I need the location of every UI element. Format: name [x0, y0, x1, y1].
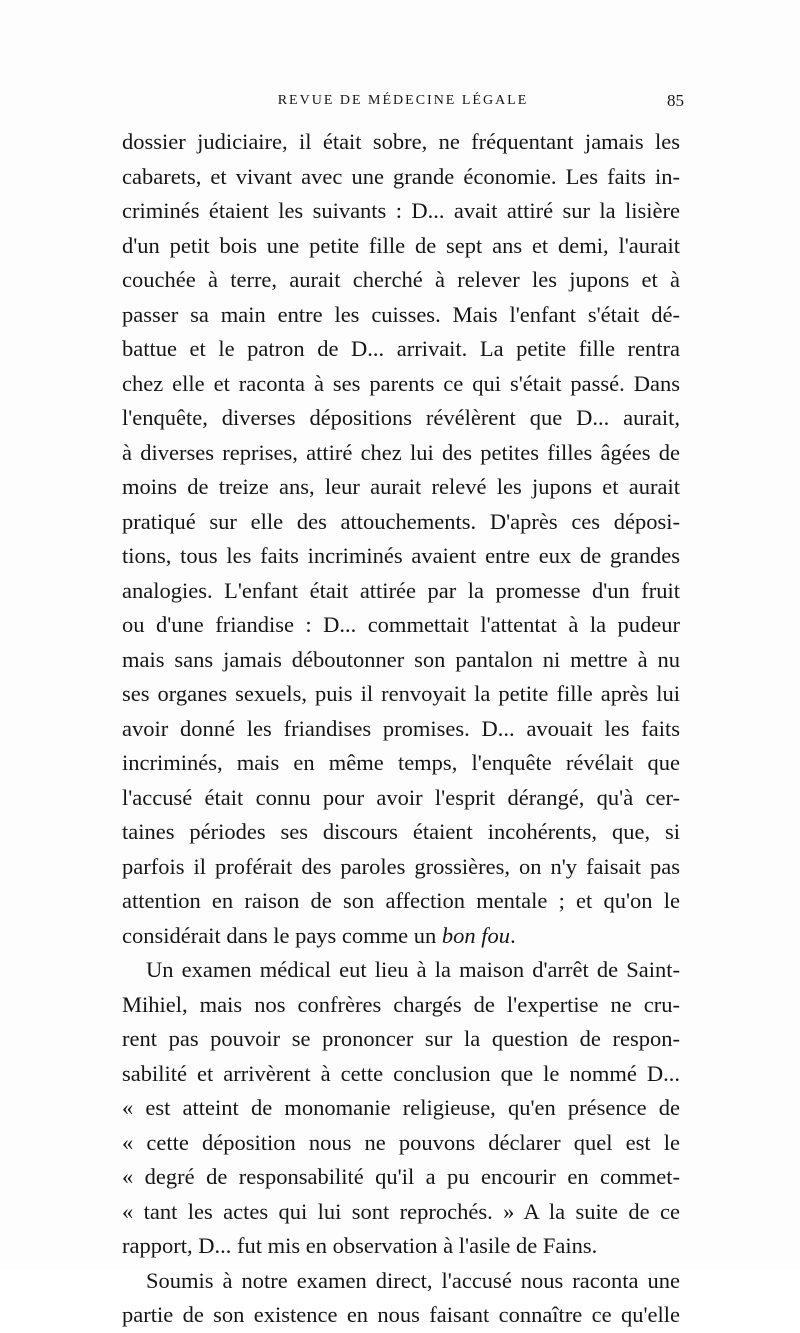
text-line: criminés étaient les suivants : D... avait attiré sur la lisière — [122, 198, 680, 223]
text-line: mais sans jamais déboutonner son pantalon ni mettre à nu — [122, 646, 680, 672]
paragraph-end-line: rapport, D... fut mis en observation à l'asile de Fains. — [122, 1233, 598, 1258]
text-line: à diverses reprises, attiré chez lui des petites filles âgées de — [122, 439, 680, 465]
paragraph-start-line: Soumis à notre examen direct, l'accusé nous raconta une — [146, 1267, 680, 1293]
text-line: pratiqué sur elle des attouchements. D'après ces déposi- — [122, 508, 680, 534]
text-line: « tant les actes qui lui sont reprochés. » A la suite de ce — [122, 1198, 680, 1224]
text-line: passer sa main entre les cuisses. Mais l'enfant s'était dé- — [122, 301, 680, 327]
text-line: battue et le patron de D... arrivait. La petite fille rentra — [122, 336, 680, 361]
text-line: chez elle et raconta à ses parents ce qui s'était passé. Dans — [122, 370, 680, 396]
text-line: « cette déposition nous ne pouvons déclarer quel est le — [122, 1129, 680, 1155]
text-line: ou d'une friandise : D... commettait l'attentat à la pudeur — [122, 612, 680, 637]
text-line: couchée à terre, aurait cherché à relever les jupons et à — [122, 267, 680, 292]
text-line: taines périodes ses discours étaient incohérents, que, si — [122, 819, 680, 844]
text-line: l'accusé était connu pour avoir l'esprit dérangé, qu'à cer- — [122, 784, 680, 810]
page-number: 85 — [667, 91, 684, 110]
text-line: l'enquête, diverses dépositions révélèrent que D... aurait, — [122, 405, 680, 430]
text-line: cabarets, et vivant avec une grande économie. Les faits in- — [122, 163, 680, 189]
running-head — [122, 93, 684, 115]
paragraph-start-line: Un examen médical eut lieu à la maison d'arrêt de Saint- — [146, 957, 680, 982]
text-line: attention en raison de son affection mentale ; et qu'on le — [122, 888, 680, 913]
text-line: dossier judiciaire, il était sobre, ne fréquentant jamais les — [122, 129, 680, 154]
text-line: d'un petit bois une petite fille de sept ans et demi, l'aurait — [122, 232, 680, 258]
text-fragment: considérait dans le pays comme un — [122, 922, 442, 948]
text-line: Mihiel, mais nos confrères chargés de l'expertise ne cru- — [122, 991, 680, 1017]
text-line: moins de treize ans, leur aurait relevé les jupons et aurait — [122, 474, 680, 499]
text-line: rent pas pouvoir se prononcer sur la question de respon- — [122, 1026, 680, 1051]
paragraph-end-line — [122, 919, 680, 954]
text-line: tions, tous les faits incriminés avaient entre eux de grandes — [122, 543, 680, 568]
text-line: « est atteint de monomanie religieuse, qu'en présence de — [122, 1095, 680, 1120]
text-line: avoir donné les friandises promises. D... avouait les faits — [122, 715, 680, 741]
text-line: « degré de responsabilité qu'il a pu encourir en commet- — [122, 1164, 680, 1189]
italic-phrase: bon fou — [441, 922, 511, 948]
body-text — [122, 125, 680, 1333]
text-line: analogies. L'enfant était attirée par la promesse d'un fruit — [122, 577, 680, 603]
running-title: REVUE DE MÉDECINE LÉGALE — [277, 93, 529, 108]
text-line: sabilité et arrivèrent à cette conclusion que le nommé D... — [122, 1060, 680, 1086]
text-line: partie de son existence en nous faisant connaître ce qu'elle — [122, 1302, 680, 1327]
text-line: parfois il proférait des paroles grossières, on n'y faisait pas — [122, 853, 680, 879]
text-fragment: . — [510, 922, 516, 948]
text-line: incriminés, mais en même temps, l'enquête révélait que — [122, 750, 680, 775]
text-line: ses organes sexuels, puis il renvoyait la petite fille après lui — [122, 681, 680, 706]
